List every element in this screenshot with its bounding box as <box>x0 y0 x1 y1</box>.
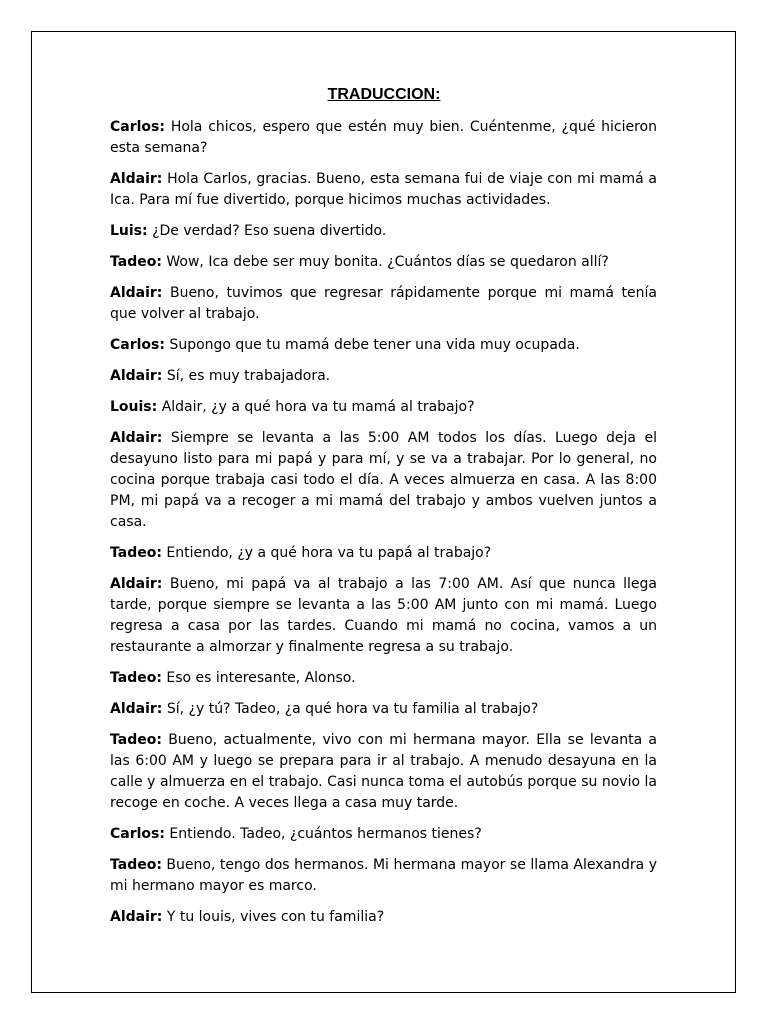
dialogue-line <box>110 252 657 273</box>
dialogue-line <box>110 699 657 720</box>
speaker-name: Aldair: <box>110 285 163 301</box>
speaker-name: Carlos: <box>110 119 165 135</box>
speaker-name: Carlos: <box>110 337 165 353</box>
dialogue-line <box>110 730 657 814</box>
line-text: Hola Carlos, gracias. Bueno, esta semana fui de viaje con mi mamá a Ica. Para mí fue divertido, porque hicimos muchas actividades. <box>110 171 657 208</box>
speaker-name: Aldair: <box>110 171 163 187</box>
document-title: TRADUCCION: <box>327 86 441 103</box>
speaker-name: Tadeo: <box>110 670 162 686</box>
speaker-name: Tadeo: <box>110 732 162 748</box>
dialogue-line <box>110 824 657 845</box>
dialogue-line <box>110 366 657 387</box>
dialogue-line <box>110 335 657 356</box>
line-text: Entiendo. Tadeo, ¿cuántos hermanos tienes? <box>164 826 482 842</box>
speaker-name: Aldair: <box>110 701 163 717</box>
dialogue-line <box>110 668 657 689</box>
speaker-name: Aldair: <box>110 909 163 925</box>
speaker-name: Tadeo: <box>110 545 162 561</box>
speaker-name: Tadeo: <box>110 254 162 270</box>
line-text: Entiendo, ¿y a qué hora va tu papá al trabajo? <box>161 545 492 561</box>
dialogue-line <box>110 428 657 533</box>
dialogue-body <box>110 117 657 938</box>
speaker-name: Aldair: <box>110 430 163 446</box>
dialogue-line <box>110 221 657 242</box>
speaker-name: Carlos: <box>110 826 165 842</box>
line-text: Bueno, mi papá va al trabajo a las 7:00 AM. Así que nunca llega tarde, porque siempre se levanta a las 5:00 AM junto con mi mamá. Luego regresa a casa por las tardes. Cuando mi mamá no cocina, vamos a un restaurante a almorzar y finalmente regresa a su trabajo. <box>110 576 657 655</box>
line-text: Bueno, actualmente, vivo con mi hermana mayor. Ella se levanta a las 6:00 AM y luego se prepara para ir al trabajo. A menudo desayuna en la calle y almuerza en el trabajo. Casi nunca toma el autobús porque su novio la recoge en coche. A veces llega a casa muy tarde. <box>110 732 657 811</box>
dialogue-line <box>110 543 657 564</box>
line-text: Eso es interesante, Alonso. <box>161 670 356 686</box>
dialogue-line <box>110 169 657 211</box>
line-text: Y tu louis, vives con tu familia? <box>162 909 385 925</box>
speaker-name: Aldair: <box>110 576 163 592</box>
dialogue-line <box>110 907 657 928</box>
line-text: Wow, Ica debe ser muy bonita. ¿Cuántos días se quedaron allí? <box>161 254 609 270</box>
line-text: Sí, ¿y tú? Tadeo, ¿a qué hora va tu familia al trabajo? <box>162 701 539 717</box>
line-text: Aldair, ¿y a qué hora va tu mamá al trabajo? <box>157 399 475 415</box>
line-text: Supongo que tu mamá debe tener una vida muy ocupada. <box>164 337 580 353</box>
line-text: ¿De verdad? Eso suena divertido. <box>147 223 387 239</box>
speaker-name: Luis: <box>110 223 148 239</box>
dialogue-line <box>110 283 657 325</box>
dialogue-line <box>110 574 657 658</box>
line-text: Bueno, tengo dos hermanos. Mi hermana mayor se llama Alexandra y mi hermano mayor es marco. <box>110 857 657 894</box>
speaker-name: Tadeo: <box>110 857 162 873</box>
dialogue-line <box>110 397 657 418</box>
line-text: Hola chicos, espero que estén muy bien. Cuéntenme, ¿qué hicieron esta semana? <box>110 119 657 156</box>
dialogue-line <box>110 117 657 159</box>
line-text: Siempre se levanta a las 5:00 AM todos los días. Luego deja el desayuno listo para mi papá y para mí, y se va a trabajar. Por lo general, no cocina porque trabaja casi todo el día. A veces almuerza en casa. A las 8:00 PM, mi papá va a recoger a mi mamá del trabajo y ambos vuelven juntos a casa. <box>110 430 657 530</box>
speaker-name: Louis: <box>110 399 158 415</box>
line-text: Bueno, tuvimos que regresar rápidamente porque mi mamá tenía que volver al trabajo. <box>110 285 657 322</box>
speaker-name: Aldair: <box>110 368 163 384</box>
dialogue-line <box>110 855 657 897</box>
line-text: Sí, es muy trabajadora. <box>162 368 331 384</box>
